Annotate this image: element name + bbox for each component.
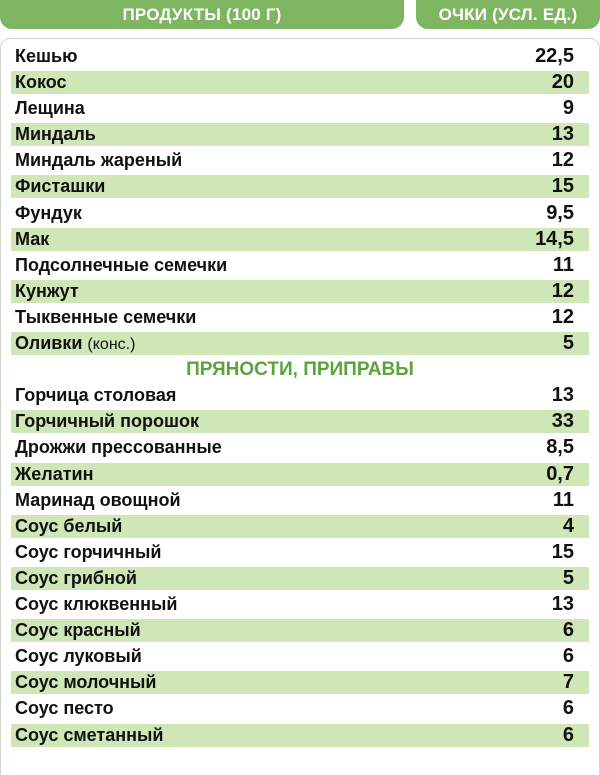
product-name-text: Миндаль xyxy=(15,124,96,144)
table-row xyxy=(11,489,589,512)
product-name-text: Мак xyxy=(15,229,50,249)
product-name xyxy=(15,568,137,589)
table-row xyxy=(11,619,589,642)
points-value: 13 xyxy=(551,384,574,406)
products-column-header: ПРОДУКТЫ (100 Г) xyxy=(0,0,404,29)
points-value: 8,5 xyxy=(546,436,574,458)
points-value: 6 xyxy=(562,645,574,667)
table-row xyxy=(11,410,589,433)
product-name-text: Кокос xyxy=(15,72,67,92)
points-column-header: ОЧКИ (УСЛ. ЕД.) xyxy=(416,0,600,29)
product-name xyxy=(15,307,196,328)
points-value: 33 xyxy=(551,410,574,432)
table-row xyxy=(11,724,589,747)
product-name xyxy=(15,176,105,197)
table-row xyxy=(11,97,589,120)
product-name-text: Соус сметанный xyxy=(15,725,164,745)
product-name-text: Подсолнечные семечки xyxy=(15,255,228,275)
product-name-text: Дрожжи прессованные xyxy=(15,437,222,457)
product-name-text: Фисташки xyxy=(15,176,106,196)
table-row xyxy=(11,332,589,355)
points-value: 12 xyxy=(551,149,574,171)
table-row xyxy=(11,254,589,277)
points-value: 6 xyxy=(562,619,574,641)
table-row xyxy=(11,228,589,251)
product-name-text: Соус молочный xyxy=(15,672,157,692)
product-name xyxy=(15,594,177,615)
product-name xyxy=(15,98,85,119)
table-row xyxy=(11,645,589,668)
product-note: (конс.) xyxy=(87,336,136,353)
product-name xyxy=(15,411,199,432)
product-name xyxy=(15,72,67,93)
points-value: 6 xyxy=(562,724,574,746)
product-name xyxy=(15,124,96,145)
product-name xyxy=(15,620,141,641)
table-header xyxy=(0,0,600,30)
product-name-text: Лещина xyxy=(15,98,85,118)
product-name xyxy=(15,725,163,746)
points-value: 4 xyxy=(562,515,574,537)
product-name-text: Оливки xyxy=(15,333,83,353)
points-value: 14,5 xyxy=(535,228,574,250)
product-name-text: Соус грибной xyxy=(15,568,137,588)
product-name xyxy=(15,490,181,511)
product-name-text: Маринад овощной xyxy=(15,490,181,510)
product-name-text: Желатин xyxy=(15,464,94,484)
product-name xyxy=(15,672,156,693)
table-row xyxy=(11,384,589,407)
table-row xyxy=(11,306,589,329)
product-name xyxy=(15,698,114,719)
section-title-spices: ПРЯНОСТИ, ПРИПРАВЫ xyxy=(186,359,414,380)
table-row xyxy=(11,463,589,486)
table-row xyxy=(11,71,589,94)
product-name-text: Горчица столовая xyxy=(15,385,177,405)
table-row xyxy=(11,280,589,303)
table-row xyxy=(11,697,589,720)
product-name xyxy=(15,150,182,171)
product-name-text: Фундук xyxy=(15,203,82,223)
points-value: 20 xyxy=(551,71,574,93)
table-row xyxy=(11,149,589,172)
points-value: 12 xyxy=(551,306,574,328)
product-name-text: Кешью xyxy=(15,46,78,66)
product-name xyxy=(15,542,161,563)
table-row xyxy=(11,45,589,68)
points-value: 22,5 xyxy=(535,45,574,67)
product-name-text: Соус красный xyxy=(15,620,141,640)
points-value: 15 xyxy=(551,541,574,563)
points-value: 15 xyxy=(551,175,574,197)
product-name xyxy=(15,464,93,485)
points-value: 5 xyxy=(562,567,574,589)
product-name-text: Соус горчичный xyxy=(15,542,162,562)
product-name xyxy=(15,437,222,458)
table-row xyxy=(11,541,589,564)
points-value: 6 xyxy=(562,697,574,719)
product-name xyxy=(15,255,227,276)
points-value: 12 xyxy=(551,280,574,302)
table-row xyxy=(11,515,589,538)
points-value: 11 xyxy=(552,254,574,276)
table-row xyxy=(11,671,589,694)
points-value: 9 xyxy=(562,97,574,119)
product-name-text: Соус песто xyxy=(15,698,114,718)
points-value: 13 xyxy=(551,593,574,615)
table-row xyxy=(11,593,589,616)
table-row xyxy=(11,175,589,198)
product-name xyxy=(15,281,79,302)
points-value: 13 xyxy=(551,123,574,145)
product-name xyxy=(15,203,82,224)
points-value: 0,7 xyxy=(546,463,574,485)
points-value: 7 xyxy=(562,671,574,693)
product-name xyxy=(15,516,122,537)
product-name-text: Соус клюквенный xyxy=(15,594,178,614)
product-name xyxy=(15,646,142,667)
product-name-text: Тыквенные семечки xyxy=(15,307,197,327)
points-value: 11 xyxy=(552,489,574,511)
product-name-text: Миндаль жареный xyxy=(15,150,183,170)
product-name xyxy=(15,385,176,406)
table-row xyxy=(11,567,589,590)
product-name xyxy=(15,46,77,67)
product-name xyxy=(15,333,135,354)
product-name-text: Кунжут xyxy=(15,281,79,301)
table-row xyxy=(11,436,589,459)
product-name-text: Соус белый xyxy=(15,516,123,536)
table-row xyxy=(11,123,589,146)
points-value: 5 xyxy=(562,332,574,354)
table-row xyxy=(11,202,589,225)
product-name-text: Соус луковый xyxy=(15,646,142,666)
product-name-text: Горчичный порошок xyxy=(15,411,199,431)
points-value: 9,5 xyxy=(546,202,574,224)
product-name xyxy=(15,229,49,250)
